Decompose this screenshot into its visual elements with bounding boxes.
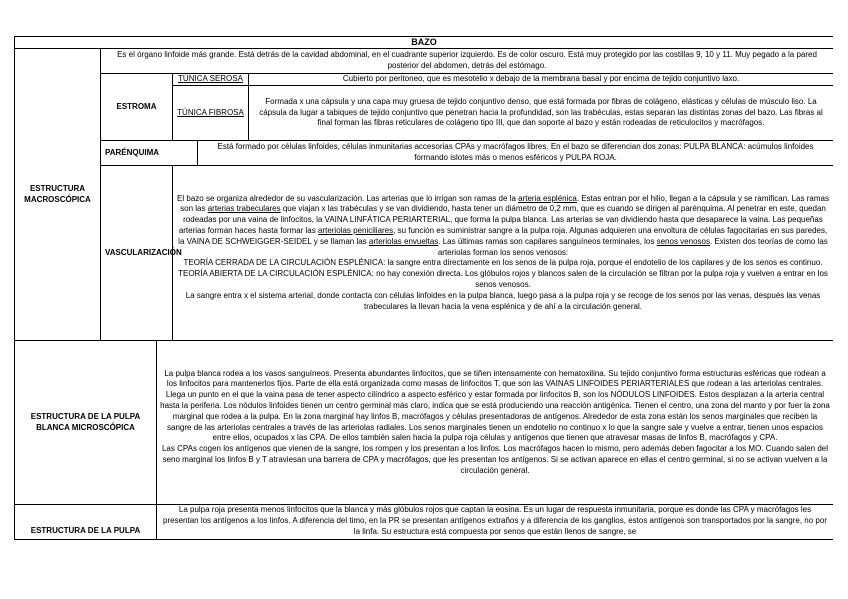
roja-paragraph-1: La pulpa roja presenta menos linfocitos que la blanca y más glóbulos rojos que captan la eosina. Es un lugar de respuesta inmunitaria, porque es donde las CPA y macrófagos les presentan los antígenos a los linfos. A diferencia del timo, en la PR se presentan antígenos extraños y a diferencia de los ganglios, estos antígenos son transportados por la sangre, no por la linfa. Su estructura está compuesta por senos que están llenos de sangre, se: [163, 505, 827, 536]
arteria-esplenica: arteria esplénica: [518, 193, 577, 203]
parenquima-label: PARÉNQUIMA: [101, 141, 198, 166]
serosa-text: Cubierto por peritoneo, que es mesotelio x debajo de la membrana basal y por encima de tejido conjuntivo laxo.: [249, 74, 834, 86]
fibrosa-label: TÚNICA FIBROSA: [177, 107, 244, 117]
vasc-label: VASCULARIZACIÓN: [101, 166, 173, 341]
fibrosa-text: Formada x una cápsula y una capa muy gruesa de tejido conjuntivo denso, que está formada por fibras de colágeno, elásticas y células de músculo liso. La cápsula da lugar a tabiques de tejido conjuntivo que penetran hacia la profundidad, son las trabéculas, estas separan las distintas zonas del bazo. Las fibras al final forman las fibras reticulares de colágeno tipo III, que dan soporte al bazo y están rodeadas de reticulocitos y macrófagos.: [249, 86, 834, 141]
blanca-label: ESTRUCTURA DE LA PULPA BLANCA MICROSCÓPICA: [15, 341, 157, 505]
table-title: BAZO: [15, 37, 834, 49]
roja-label: ESTRUCTURA DE LA PULPA: [15, 505, 157, 540]
vasc-text: [173, 166, 834, 341]
senos-venosos: senos venosos: [656, 236, 710, 246]
document-sheet: [14, 36, 833, 554]
blanca-text: [157, 341, 834, 505]
vasc-paragraph-4: La sangre entra x el sistema arterial, donde contacta con células linfoides en la pulpa blanca, luego pasa a la pulpa roja y se recoge de los senos por las venas, después las venas trabeculares la llevan hacia la vena esplénica y de ahí a la circulación general.: [185, 290, 821, 311]
parenquima-text: Está formado por células linfoides, células inmunitarias accesorias CPAs y macrófagos libres. En el bazo se diferencian dos zonas: PULPA BLANCA: acúmulos linfoides formando islotes más o menos esféricos y PULPA ROJA.: [198, 141, 834, 166]
vasc-paragraph-3: TEORÍA ABIERTA DE LA CIRCULACIÓN ESPLÉNICA: no hay conexión directa. Los glóbulos rojos y blancos salen de la circulación se filtran por la pulpa roja y vuelven a entrar en los senos venosos.: [178, 269, 828, 289]
bazo-table: [14, 36, 833, 540]
blanca-paragraph-1: La pulpa blanca rodea a los vasos sanguíneos. Presenta abundantes linfocitos, que se tiñen intensamente con hematoxilina. Su tejido conjuntivo forma estructuras esféricas que rodean a los linfocitos para mantenerlos fijos. Parte de ella está organizada como masas de linfocitos T, que son las VAINAS LINFOIDES PERIARTERIALES que rodean a las arteriolas centrales. Llega un punto en el que la vaina pasa de tener aspecto cilíndrico a aspecto esférico y estar formada por linfocitos B, son los NÓDULOS LINFOIDES. Estos desplazan a la arteria central hasta la periferia. Los nódulos linfoides tienen un centro germinal más claro, indica que se está produciendo una reacción antigénica. Tienen el centro, una zona del manto y por fuer la zona marginal que rodea a la pulpa. En la zona marginal hay linfos B, macrófagos y células presentadoras de antígenos. Alrededor de esta zona están los senos marginales que reciben la sangre de las arteriolas centrales a través de las arteriolas radiales. Los senos marginales tienen un endotelio no continuo x lo que la sangre sale y vuelve a entrar, tienen unos espacios entre ellos, ocupados x las CPA. De ellos también salen hacia la pulpa roja células y antígenos que tienen que atravesar masas de linfos B, macrófagos y CPA.: [160, 368, 830, 443]
macro-label: ESTRUCTURA MACROSCÓPICA: [15, 49, 101, 341]
estroma-label: ESTROMA: [101, 74, 173, 141]
macro-intro: Es el órgano linfoide más grande. Está detrás de la cavidad abdominal, en el cuadrante superior izquierdo. Es de color oscuro. Está muy protegido por las costillas 9, 10 y 11. Muy pegado a la pared posterior del abdomen, detrás del estómago.: [101, 49, 834, 74]
arteriolas-envueltas: arteriolas envueltas: [368, 236, 439, 246]
vasc-paragraph-1: El bazo se organiza alrededor de su vascularización. Las arterias que lo irrigan son ramas de la arteria esplénica. Estas entran por el hilio, llegan a la cápsula y se ramifican. Las ramas son las arterias trabeculares que viajan x las trabéculas y se van dividiendo, hasta tener un diámetro de 0,2 mm, que es cuando se dirigen al parénquima. Al penetrar en este, quedan rodeadas por una vaina de linfocitos, la VAINA LINFÁTICA PERIARTERIAL, que forma la pulpa blanca. Las arterias se van dividiendo hasta que desaparece la vaina. Las pequeñas arterias forman haces hasta formar las arteriolas peniciliares, su función es suministrar sangre a la pulpa roja. Algunas adquieren una envoltura de células fagocitarias en sus paredes, la VAINA DE SCHWEIGGER-SEIDEL y se llaman las arteriolas envueltas. Las últimas ramas son capilares sanguíneos terminales, los senos venosos. Existen dos teorías de como las arteriolas forman los senos venosos:: [177, 193, 829, 257]
serosa-label: TÚNICA SEROSA: [178, 74, 243, 84]
blanca-paragraph-2: Las CPAs cogen los antígenos que vienen de la sangre, los rompen y los presentan a los linfos. Los macrófagos hacen lo mismo, pero además deben fagocitar a los MO. Cuando salen del seno marginal los linfos B y T atraviesan una barrera de CPA y macrófagos, que les presentan los antígenos. Si se activan aparece en ellas el centro germinal, si no se activan vuelven a la circulación general.: [161, 444, 828, 475]
arteriolas-peniciliares: arteriolas peniciliares: [317, 226, 394, 235]
arterias-trabeculares: arterias trabeculares: [207, 204, 281, 214]
vasc-paragraph-2: TEORÍA CERRADA DE LA CIRCULACIÓN ESPLÉNICA: la sangre entra directamente en los senos de la pulpa roja, porque el endotelio de los capilares y de los senos es continuo.: [183, 258, 823, 268]
